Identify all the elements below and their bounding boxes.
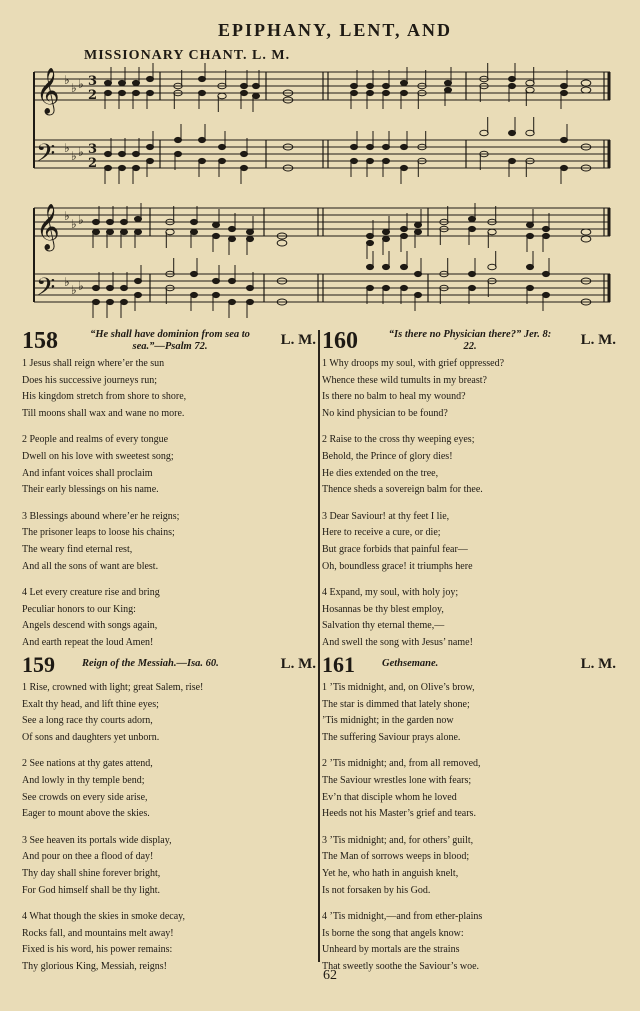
clefs-1 — [36, 68, 97, 174]
hymn-columns — [22, 328, 620, 972]
svg-text:♭: ♭ — [78, 145, 84, 159]
verse — [322, 680, 620, 746]
verse-line: 1 ’Tis midnight, and, on Olive’s brow, — [322, 682, 475, 693]
verse-line: Oh, boundless grace! it triumphs here — [322, 560, 473, 572]
hymn-header — [322, 328, 620, 356]
verse-line: 3 See heaven its portals wide display, — [22, 834, 172, 846]
verse-line: Salvation thy eternal theme,— — [322, 620, 445, 632]
hymn-scripture: “Is there no Physician there?” Jer. 8: 22. — [388, 329, 552, 352]
verse — [322, 756, 620, 822]
page-title: EPIPHANY, LENT, AND — [217, 20, 453, 40]
verse-line: Eager to mount above the skies. — [22, 808, 150, 820]
hymn-meter: L. M. — [280, 656, 316, 672]
svg-text:3: 3 — [88, 74, 98, 89]
bass-clef-icon: 𝄢 — [36, 273, 56, 308]
verse-line: 4 What though the skies in smoke decay, — [22, 911, 186, 923]
verse-line: 1 Jesus shall reign where’er the sun — [22, 358, 165, 369]
verse-line: His kingdom stretch from shore to shore, — [22, 391, 187, 403]
verse-line: And pour on thee a flood of day! — [22, 851, 154, 863]
verse-line: Peculiar honors to our King: — [22, 603, 136, 615]
verse-line: Yet he, who hath in anguish knelt, — [322, 867, 459, 879]
treble-clef-icon: 𝄞 — [36, 68, 60, 114]
verse-line: 1 Rise, crowned with light; great Salem, rise! — [22, 682, 204, 693]
verse — [22, 585, 320, 651]
verse-line: 3 Dear Saviour! at thy feet I lie, — [322, 510, 450, 522]
verse-line: Till moons shall wax and wane no more. — [22, 407, 185, 419]
clefs-2 — [36, 204, 84, 308]
svg-text:♭: ♭ — [78, 213, 84, 227]
svg-text:2: 2 — [88, 88, 98, 103]
treble-notes-1 — [105, 76, 591, 103]
verse-line: Heeds not his Master’s grief and tears. — [322, 808, 476, 820]
verse — [322, 585, 620, 651]
verse-line: 2 ’Tis midnight; and, from all removed, — [322, 758, 481, 770]
verse-line: Is borne the song that angels know: — [322, 927, 464, 939]
verse-line: And earth repeat the loud Amen! — [22, 636, 154, 648]
verse-line: See crowds on every side arise, — [22, 791, 148, 803]
verse-line: Thy glorious King, Messiah, reigns! — [22, 960, 167, 972]
hymn-scripture: “He shall have dominion from sea to sea.”—Psalm 72. — [90, 329, 250, 352]
treble-clef-icon: 𝄞 — [36, 204, 60, 250]
verse-line: Exalt thy head, and lift thine eyes; — [22, 698, 159, 710]
verse — [322, 833, 620, 899]
verse-line: Dwell on his love with sweetest song; — [22, 450, 174, 462]
hymn-verses — [22, 680, 320, 976]
hymn-verses — [322, 356, 620, 652]
hymn-number: 161 — [322, 652, 355, 677]
verse-line: 2 See nations at thy gates attend, — [22, 758, 153, 770]
svg-text:2: 2 — [88, 156, 98, 171]
bass-clef-icon: 𝄢 — [36, 139, 56, 174]
verse — [322, 909, 620, 975]
svg-text:♭: ♭ — [64, 209, 70, 223]
hymn-159 — [22, 652, 320, 986]
verse-line: 2 Raise to the cross thy weeping eyes; — [322, 434, 475, 446]
verse — [22, 432, 320, 498]
verse — [22, 756, 320, 822]
verse-line: Of sons and daughters yet unborn. — [22, 731, 160, 743]
verse — [22, 909, 320, 975]
hymn-158 — [22, 328, 320, 662]
bass-notes-2 — [93, 264, 591, 305]
hymn-160 — [322, 328, 620, 662]
verse-line: The weary find eternal rest, — [22, 543, 133, 555]
verse — [22, 833, 320, 899]
hymn-scripture: Gethsemane. — [382, 658, 439, 669]
verse-line: 3 ’Tis midnight; and, for others’ guilt, — [322, 834, 474, 846]
hymn-161 — [322, 652, 620, 986]
verse-line: Thy day shall shine forever bright, — [22, 867, 161, 879]
verse — [322, 432, 620, 498]
verse-line: Is there no balm to heal my wound? — [322, 391, 466, 403]
hymn-number: 158 — [22, 328, 58, 354]
verse-line: Thence sheds a sovereign balm for thee. — [322, 484, 483, 496]
verse-line: The Saviour wrestles lone with fears; — [322, 774, 472, 786]
verse-line: Behold, the Prince of glory dies! — [322, 450, 453, 462]
hymn-number: 159 — [22, 652, 55, 677]
verse-line: 1 Why droops my soul, with grief oppressed? — [322, 358, 505, 369]
svg-text:♭: ♭ — [78, 279, 84, 293]
tune-name: MISSIONARY CHANT. L. M. — [84, 48, 291, 63]
verse — [22, 356, 320, 422]
bass-notes-1 — [105, 130, 591, 171]
verse-line: ’Tis midnight; in the garden now — [322, 715, 454, 727]
svg-text:♭: ♭ — [64, 141, 70, 155]
hymn-verses — [22, 356, 320, 652]
verse-line: And lowly in thy temple bend; — [22, 774, 145, 786]
verse-line: The prisoner leaps to loose his chains; — [22, 527, 175, 539]
verse-line: 4 Expand, my soul, with holy joy; — [322, 587, 459, 599]
hymn-scripture: Reign of the Messiah.—Isa. 60. — [82, 658, 219, 669]
music-score — [26, 62, 616, 324]
verse-line: Whence these wild tumults in my breast? — [322, 374, 487, 386]
hymn-number: 160 — [322, 328, 358, 354]
hymn-header — [22, 652, 320, 680]
verse-line: Does his successive journeys run; — [22, 374, 157, 386]
verse-line: And infant voices shall proclaim — [22, 467, 153, 479]
svg-text:♭: ♭ — [71, 217, 77, 231]
verse — [22, 509, 320, 575]
verse-line: See a long race thy courts adorn, — [22, 715, 153, 727]
verse-line: No kind physician to be found? — [322, 407, 448, 419]
verse — [322, 509, 620, 575]
verse — [22, 680, 320, 746]
verse-line: Here to receive a cure, or die; — [322, 527, 441, 539]
notes-2 — [93, 216, 591, 305]
hymn-meter: L. M. — [580, 656, 616, 672]
verse-line: 4 ’Tis midnight,—and from ether-plains — [322, 911, 483, 923]
svg-text:♭: ♭ — [78, 77, 84, 91]
verse-line: 3 Blessings abound where’er he reigns; — [22, 510, 180, 522]
hymn-header — [22, 328, 320, 356]
verse-line: Unheard by mortals are the strains — [322, 944, 460, 956]
page-number: 62 — [323, 968, 337, 983]
hymn-meter: L. M. — [280, 332, 316, 348]
verse-line: He dies extended on the tree, — [322, 467, 439, 479]
verse-line: Rocks fall, and mountains melt away! — [22, 927, 174, 939]
verse-line: Ev’n that disciple whom he loved — [322, 791, 457, 803]
verse-line: But grace forbids that painful fear— — [322, 543, 468, 555]
svg-text:♭: ♭ — [71, 283, 77, 297]
treble-notes-2 — [93, 216, 591, 246]
verse-line: Angels descend with songs again, — [22, 620, 158, 632]
hymn-header — [322, 652, 620, 680]
svg-text:♭: ♭ — [71, 149, 77, 163]
verse-line: Is not forsaken by his God. — [322, 884, 431, 896]
verse-line: And swell the song with Jesus’ name! — [322, 636, 473, 648]
svg-text:♭: ♭ — [71, 81, 77, 95]
verse-line: 4 Let every creature rise and bring — [22, 587, 160, 599]
notes-1 — [105, 76, 591, 171]
verse-line: The suffering Saviour prays alone. — [322, 731, 461, 743]
verse-line: Fixed is his word, his power remains: — [22, 944, 173, 956]
verse-line: For God himself shall be thy light. — [22, 884, 161, 896]
hymn-verses — [322, 680, 620, 976]
verse — [322, 356, 620, 422]
verse-line: That sweetly soothe the Saviour’s woe. — [322, 960, 480, 972]
verse-line: Their early blessings on his name. — [22, 484, 159, 496]
verse-line: The Man of sorrows weeps in blood; — [322, 851, 470, 863]
hymn-meter: L. M. — [580, 332, 616, 348]
verse-line: The star is dimmed that lately shone; — [322, 698, 470, 710]
verse-line: 2 People and realms of every tongue — [22, 434, 169, 446]
svg-text:3: 3 — [88, 142, 98, 157]
svg-text:♭: ♭ — [64, 73, 70, 87]
svg-text:♭: ♭ — [64, 275, 70, 289]
verse-line: And all the sons of want are blest. — [22, 560, 159, 572]
verse-line: Hosannas be thy blest employ, — [322, 603, 444, 615]
